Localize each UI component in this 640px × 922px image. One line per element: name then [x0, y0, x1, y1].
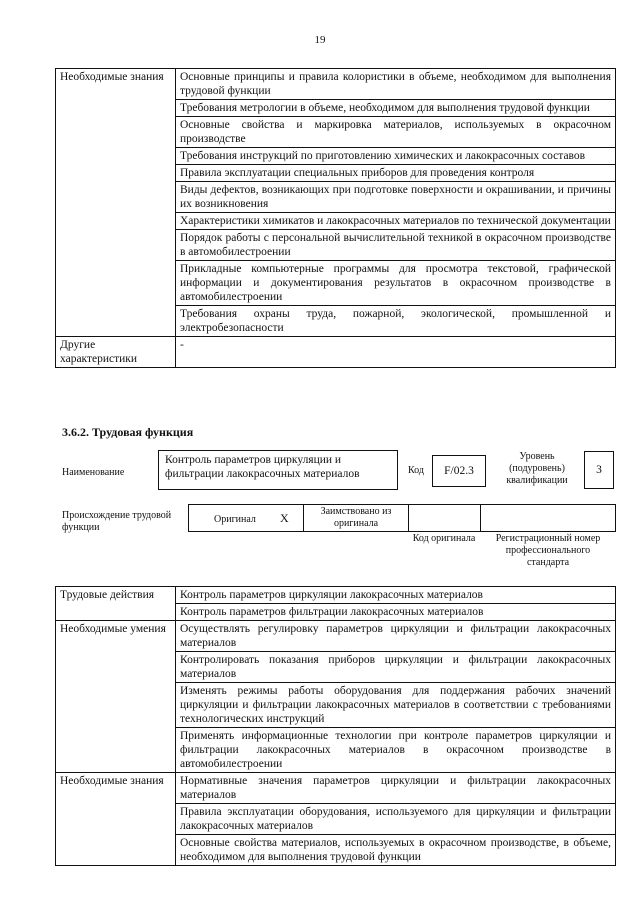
row-category: Другие характеристики: [56, 337, 176, 368]
code-box: [432, 455, 486, 487]
original-label: Оригинал: [214, 514, 256, 525]
code-value: F/02.3: [444, 465, 474, 477]
code-caption: Код оригинала: [412, 533, 476, 544]
row-item: Изменять режимы работы оборудования для поддержания рабочих значений циркуляции и фильтрации лакокрасочных материалов в соответствии с требованиями технологических инструкций: [176, 683, 616, 728]
table-row: [56, 621, 616, 652]
row-category: Трудовые действия: [56, 587, 176, 621]
table-row: [56, 69, 616, 100]
row-item: Требования метрологии в объеме, необходимом для выполнения трудовой функции: [176, 100, 616, 117]
row-item: Правила эксплуатации специальных приборов для проведения контроля: [176, 165, 616, 182]
row-category: Необходимые знания: [56, 69, 176, 337]
row-item: Порядок работы с персональной вычислительной техникой в окрасочном производстве в автомобилестроении: [176, 230, 616, 261]
borrowed-label: Заимствовано из оригинала: [320, 506, 392, 529]
table-row: [56, 587, 616, 604]
level-label: Уровень (подуровень) квалификации: [506, 451, 568, 486]
row-item: Основные свойства и маркировка материалов, используемых в окрасочном производстве: [176, 117, 616, 148]
row-item: Нормативные значения параметров циркуляции и фильтрации лакокрасочных материалов: [176, 773, 616, 804]
function-name-value: Контроль параметров циркуляции и фильтрации лакокрасочных материалов: [165, 454, 360, 480]
row-item: Характеристики химикатов и лакокрасочных материалов по технической документации: [176, 213, 616, 230]
row-item: Контролировать показания приборов циркуляции и фильтрации лакокрасочных материалов: [176, 652, 616, 683]
name-label: Наименование: [62, 467, 125, 478]
original-mark: X: [280, 511, 289, 525]
row-item: Виды дефектов, возникающих при подготовке поверхности и окрашивании, и причины их возникновения: [176, 182, 616, 213]
labor-function-table: [55, 586, 616, 866]
row-item: -: [176, 337, 616, 368]
row-item: Осуществлять регулировку параметров циркуляции и фильтрации лакокрасочных материалов: [176, 621, 616, 652]
row-item: Основные свойства материалов, используемых в окрасочном производстве, в объеме, необходимом для выполнения трудовой функции: [176, 835, 616, 866]
row-item: Прикладные компьютерные программы для просмотра текстовой, графической информации и документирования результатов в окрасочном производстве в автомобилестроении: [176, 261, 616, 306]
origin-label: Происхождение трудовой функции: [62, 510, 172, 533]
row-item: Применять информационные технологии при контроле параметров циркуляции и фильтрации лакокрасочных материалов в окрасочном производстве в автомобилестроении: [176, 728, 616, 773]
row-item: Контроль параметров циркуляции лакокрасочных материалов: [176, 587, 616, 604]
code-label: Код: [408, 465, 424, 476]
row-category: Необходимые умения: [56, 621, 176, 773]
row-item: Требования инструкций по приготовлению химических и лакокрасочных составов: [176, 148, 616, 165]
level-value: 3: [596, 464, 602, 476]
row-item: Основные принципы и правила колористики в объеме, необходимом для выполнения трудовой функции: [176, 69, 616, 100]
row-item: Требования охраны труда, пожарной, экологической, промышленной и электробезопасности: [176, 306, 616, 337]
level-box: [584, 451, 614, 489]
table-row: [56, 337, 616, 368]
page-number: 19: [314, 34, 326, 46]
table-row: [56, 773, 616, 804]
row-item: Контроль параметров фильтрации лакокрасочных материалов: [176, 604, 616, 621]
section-heading: 3.6.2. Трудовая функция: [62, 425, 194, 439]
knowledge-table: [55, 68, 616, 368]
function-name-box: [158, 450, 398, 490]
reg-caption: Регистрационный номер профессионального стандарта: [495, 533, 601, 568]
row-category: Необходимые знания: [56, 773, 176, 866]
row-item: Правила эксплуатации оборудования, используемого для циркуляции и фильтрации лакокрасочных материалов: [176, 804, 616, 835]
